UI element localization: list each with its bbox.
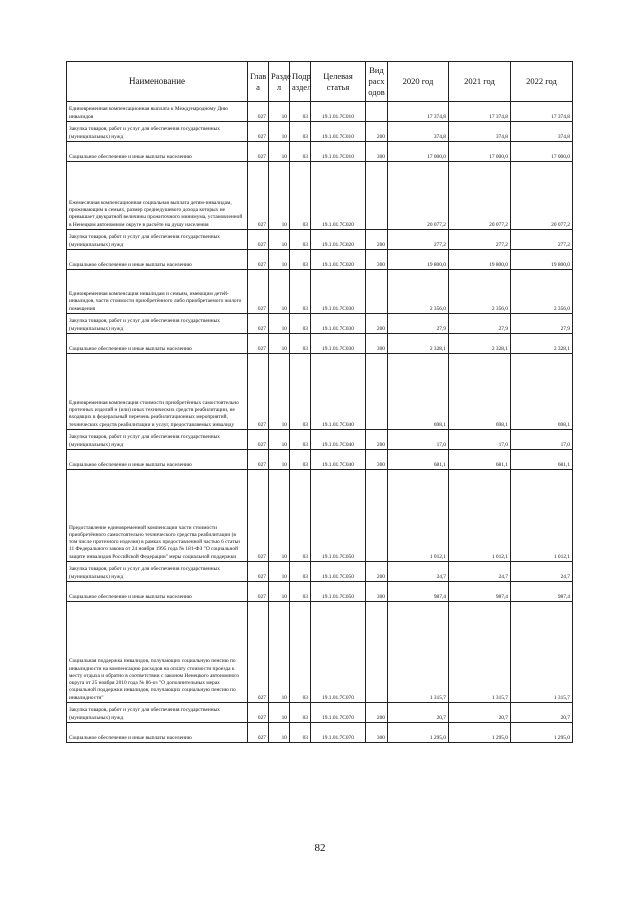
row-name: Социальная поддержка инвалидов, получающих социальную пенсию по инвалидности на компенсацию расходов на оплату стоимости проезда к месту отдыха и обратно в соответствии с законом Ненецкого автономного округа от 25 ноября 2010 года № 86-оз "О дополнительных мерах социальной поддержки инвалидов, получающих социальную пенсию по инвалидности": [67, 602, 248, 703]
row-vid: 200: [366, 314, 388, 334]
row-article: 19.1.01.7С030: [311, 334, 366, 354]
row-podrazdel: 03: [290, 102, 311, 122]
row-article: 19.1.01.7С040: [311, 450, 366, 470]
row-name: Единовременная компенсационная выплата к Международному Дню инвалидов: [67, 102, 248, 122]
row-name: Социальное обеспечение и иные выплаты населению: [67, 142, 248, 162]
table-row: [67, 450, 573, 470]
row-name: Закупка товаров, работ и услуг для обеспечения государственных (муниципальных) нужд: [67, 122, 248, 142]
row-vid: [366, 602, 388, 703]
row-article: 19.1.01.7С050: [311, 470, 366, 562]
row-amount-2022: 19 800,0: [511, 250, 573, 270]
row-podrazdel: 03: [290, 314, 311, 334]
row-amount-2020: 2 356,0: [388, 270, 449, 314]
header-2020: 2020 год: [388, 62, 449, 102]
row-name: Ежемесячная компенсационная социальная выплата детям-инвалидам, проживающим в семьях, размер среднедушевого дохода которых не превышает двукратной величины прожиточного минимума, установленной в Ненецком автономном округе в расчёте на душу населения: [67, 162, 248, 230]
header-2021: 2021 год: [449, 62, 511, 102]
row-vid: [366, 162, 388, 230]
table-row: [67, 270, 573, 314]
row-podrazdel: 03: [290, 142, 311, 162]
row-amount-2021: 1 315,7: [449, 602, 511, 703]
row-vid: [366, 354, 388, 430]
row-amount-2021: 374,8: [449, 122, 511, 142]
row-amount-2021: 17 374,8: [449, 102, 511, 122]
row-glava: 027: [248, 562, 269, 582]
row-name: Закупка товаров, работ и услуг для обеспечения государственных (муниципальных) нужд: [67, 562, 248, 582]
row-podrazdel: 03: [290, 430, 311, 450]
row-name: Социальное обеспечение и иные выплаты населению: [67, 450, 248, 470]
row-glava: 027: [248, 270, 269, 314]
row-glava: 027: [248, 162, 269, 230]
row-amount-2021: 24,7: [449, 562, 511, 582]
row-article: 19.1.01.7С070: [311, 703, 366, 723]
row-amount-2022: 27,9: [511, 314, 573, 334]
row-amount-2020: 698,1: [388, 354, 449, 430]
table-row: [67, 602, 573, 703]
row-razdel: 10: [269, 354, 290, 430]
row-razdel: 10: [269, 270, 290, 314]
row-amount-2022: 698,1: [511, 354, 573, 430]
row-amount-2021: 2 328,1: [449, 334, 511, 354]
row-amount-2022: 2 356,0: [511, 270, 573, 314]
row-glava: 027: [248, 602, 269, 703]
row-article: 19.1.01.7С040: [311, 430, 366, 450]
row-name: Социальное обеспечение и иные выплаты населению: [67, 723, 248, 743]
row-podrazdel: 03: [290, 270, 311, 314]
row-glava: 027: [248, 723, 269, 743]
page-number: 82: [314, 842, 326, 854]
row-amount-2020: 1 295,0: [388, 723, 449, 743]
row-amount-2021: 698,1: [449, 354, 511, 430]
row-razdel: 10: [269, 162, 290, 230]
header-article: Целевая статья: [311, 62, 366, 102]
row-name: Закупка товаров, работ и услуг для обеспечения государственных (муниципальных) нужд: [67, 314, 248, 334]
table-row: [67, 122, 573, 142]
row-vid: 300: [366, 723, 388, 743]
row-glava: 027: [248, 703, 269, 723]
row-amount-2021: 277,2: [449, 230, 511, 250]
row-name: Социальное обеспечение и иные выплаты населению: [67, 334, 248, 354]
row-amount-2021: 19 800,0: [449, 250, 511, 270]
row-amount-2021: 17,0: [449, 430, 511, 450]
row-article: 19.1.01.7С010: [311, 122, 366, 142]
table-row: [67, 314, 573, 334]
row-amount-2020: 1 315,7: [388, 602, 449, 703]
row-glava: 027: [248, 230, 269, 250]
row-razdel: 10: [269, 450, 290, 470]
row-name: Социальное обеспечение и иные выплаты населению: [67, 582, 248, 602]
row-razdel: 10: [269, 250, 290, 270]
row-glava: 027: [248, 430, 269, 450]
row-amount-2021: 987,4: [449, 582, 511, 602]
row-podrazdel: 03: [290, 230, 311, 250]
row-vid: 300: [366, 582, 388, 602]
table-row: [67, 230, 573, 250]
table-row: [67, 142, 573, 162]
row-amount-2021: 27,9: [449, 314, 511, 334]
row-amount-2020: 987,4: [388, 582, 449, 602]
row-amount-2021: 20,7: [449, 703, 511, 723]
row-article: 19.1.01.7С070: [311, 602, 366, 703]
table-header: [67, 62, 573, 102]
row-podrazdel: 03: [290, 162, 311, 230]
row-article: 19.1.01.7С020: [311, 250, 366, 270]
row-amount-2022: 2 328,1: [511, 334, 573, 354]
table-row: [67, 354, 573, 430]
row-amount-2020: 24,7: [388, 562, 449, 582]
row-amount-2021: 681,1: [449, 450, 511, 470]
row-vid: 200: [366, 122, 388, 142]
row-glava: 027: [248, 334, 269, 354]
row-razdel: 10: [269, 470, 290, 562]
row-article: 19.1.01.7С020: [311, 230, 366, 250]
row-amount-2021: 1 295,0: [449, 723, 511, 743]
header-razdel: Разде л: [269, 62, 290, 102]
row-article: 19.1.01.7С050: [311, 562, 366, 582]
row-name: Социальное обеспечение и иные выплаты населению: [67, 250, 248, 270]
row-glava: 027: [248, 122, 269, 142]
row-podrazdel: 03: [290, 122, 311, 142]
row-article: 19.1.01.7С070: [311, 723, 366, 743]
row-name: Закупка товаров, работ и услуг для обеспечения государственных (муниципальных) нужд: [67, 430, 248, 450]
row-vid: 200: [366, 430, 388, 450]
row-glava: 027: [248, 314, 269, 334]
table-body: [67, 102, 573, 743]
row-razdel: 10: [269, 334, 290, 354]
budget-table: [66, 61, 573, 743]
row-article: 19.1.01.7С030: [311, 314, 366, 334]
row-vid: 300: [366, 450, 388, 470]
header-name: Наименование: [67, 62, 248, 102]
row-vid: 200: [366, 703, 388, 723]
row-vid: 200: [366, 562, 388, 582]
row-vid: [366, 470, 388, 562]
row-amount-2020: 17,0: [388, 430, 449, 450]
row-amount-2020: 20 077,2: [388, 162, 449, 230]
row-amount-2021: 20 077,2: [449, 162, 511, 230]
header-vid: Вид расх одов: [366, 62, 388, 102]
row-article: 19.1.01.7С020: [311, 162, 366, 230]
row-glava: 027: [248, 470, 269, 562]
row-amount-2022: 1 295,0: [511, 723, 573, 743]
row-vid: 300: [366, 250, 388, 270]
row-amount-2022: 1 012,1: [511, 470, 573, 562]
row-podrazdel: 03: [290, 582, 311, 602]
row-vid: 300: [366, 334, 388, 354]
row-amount-2020: 374,8: [388, 122, 449, 142]
row-podrazdel: 03: [290, 334, 311, 354]
row-amount-2022: 17,0: [511, 430, 573, 450]
row-podrazdel: 03: [290, 562, 311, 582]
header-glava: Глав а: [248, 62, 269, 102]
row-amount-2020: 2 328,1: [388, 334, 449, 354]
row-amount-2022: 987,4: [511, 582, 573, 602]
table-row: [67, 582, 573, 602]
table-row: [67, 102, 573, 122]
row-amount-2020: 27,9: [388, 314, 449, 334]
row-glava: 027: [248, 450, 269, 470]
table-row: [67, 334, 573, 354]
row-amount-2020: 19 800,0: [388, 250, 449, 270]
row-amount-2022: 20 077,2: [511, 162, 573, 230]
row-amount-2020: 20,7: [388, 703, 449, 723]
table-row: [67, 250, 573, 270]
row-amount-2022: 24,7: [511, 562, 573, 582]
row-article: 19.1.01.7С010: [311, 102, 366, 122]
row-razdel: 10: [269, 430, 290, 450]
row-amount-2020: 1 012,1: [388, 470, 449, 562]
row-podrazdel: 03: [290, 250, 311, 270]
row-amount-2020: 277,2: [388, 230, 449, 250]
row-amount-2022: 17 374,8: [511, 102, 573, 122]
row-glava: 027: [248, 102, 269, 122]
row-article: 19.1.01.7С030: [311, 270, 366, 314]
table-row: [67, 562, 573, 582]
row-razdel: 10: [269, 142, 290, 162]
row-name: Закупка товаров, работ и услуг для обеспечения государственных (муниципальных) нужд: [67, 703, 248, 723]
row-article: 19.1.01.7С010: [311, 142, 366, 162]
row-vid: 200: [366, 230, 388, 250]
row-name: Единовременная компенсация инвалидам и семьям, имеющим детей-инвалидов, части стоимости приобретённого либо приобретаемого жилого помещения: [67, 270, 248, 314]
row-razdel: 10: [269, 582, 290, 602]
row-amount-2020: 17 374,8: [388, 102, 449, 122]
row-amount-2022: 277,2: [511, 230, 573, 250]
row-podrazdel: 03: [290, 470, 311, 562]
row-razdel: 10: [269, 723, 290, 743]
row-podrazdel: 03: [290, 354, 311, 430]
row-vid: [366, 270, 388, 314]
row-amount-2021: 1 012,1: [449, 470, 511, 562]
row-razdel: 10: [269, 562, 290, 582]
row-glava: 027: [248, 354, 269, 430]
row-podrazdel: 03: [290, 723, 311, 743]
row-razdel: 10: [269, 703, 290, 723]
row-razdel: 10: [269, 122, 290, 142]
row-podrazdel: 03: [290, 450, 311, 470]
row-razdel: 10: [269, 102, 290, 122]
row-amount-2021: 2 356,0: [449, 270, 511, 314]
row-amount-2021: 17 000,0: [449, 142, 511, 162]
row-razdel: 10: [269, 314, 290, 334]
row-podrazdel: 03: [290, 703, 311, 723]
table-row: [67, 430, 573, 450]
row-amount-2022: 17 000,0: [511, 142, 573, 162]
row-name: Единовременная компенсация стоимости приобретённых самостоятельно протезных изделий и (или) иных технических средств реабилитации, не входящих в федеральный перечень реабилитационных мероприятий, технических средств реабилитации и услуг, предоставляемых инвалиду: [67, 354, 248, 430]
row-amount-2022: 1 315,7: [511, 602, 573, 703]
row-vid: [366, 102, 388, 122]
row-glava: 027: [248, 250, 269, 270]
header-podrazdel: Подр аздел: [290, 62, 311, 102]
row-amount-2022: 681,1: [511, 450, 573, 470]
row-amount-2020: 17 000,0: [388, 142, 449, 162]
row-glava: 027: [248, 582, 269, 602]
row-name: Предоставление единовременной компенсации части стоимости приобретённого самостоятельно технического средства реабилитации (в том числе протезного изделия) в рамках предоставленной частью 6 статьи 11 Федерального закона от 24 ноября 1995 года № 181-ФЗ "О социальной защите инвалидов Российской Федерации" меры социальной поддержки: [67, 470, 248, 562]
row-amount-2022: 20,7: [511, 703, 573, 723]
row-article: 19.1.01.7С040: [311, 354, 366, 430]
row-razdel: 10: [269, 602, 290, 703]
row-vid: 300: [366, 142, 388, 162]
row-podrazdel: 03: [290, 602, 311, 703]
row-amount-2020: 681,1: [388, 450, 449, 470]
row-article: 19.1.01.7С050: [311, 582, 366, 602]
header-2022: 2022 год: [511, 62, 573, 102]
table-row: [67, 470, 573, 562]
row-razdel: 10: [269, 230, 290, 250]
table-row: [67, 162, 573, 230]
table-row: [67, 703, 573, 723]
row-glava: 027: [248, 142, 269, 162]
row-name: Закупка товаров, работ и услуг для обеспечения государственных (муниципальных) нужд: [67, 230, 248, 250]
row-amount-2022: 374,8: [511, 122, 573, 142]
table-row: [67, 723, 573, 743]
